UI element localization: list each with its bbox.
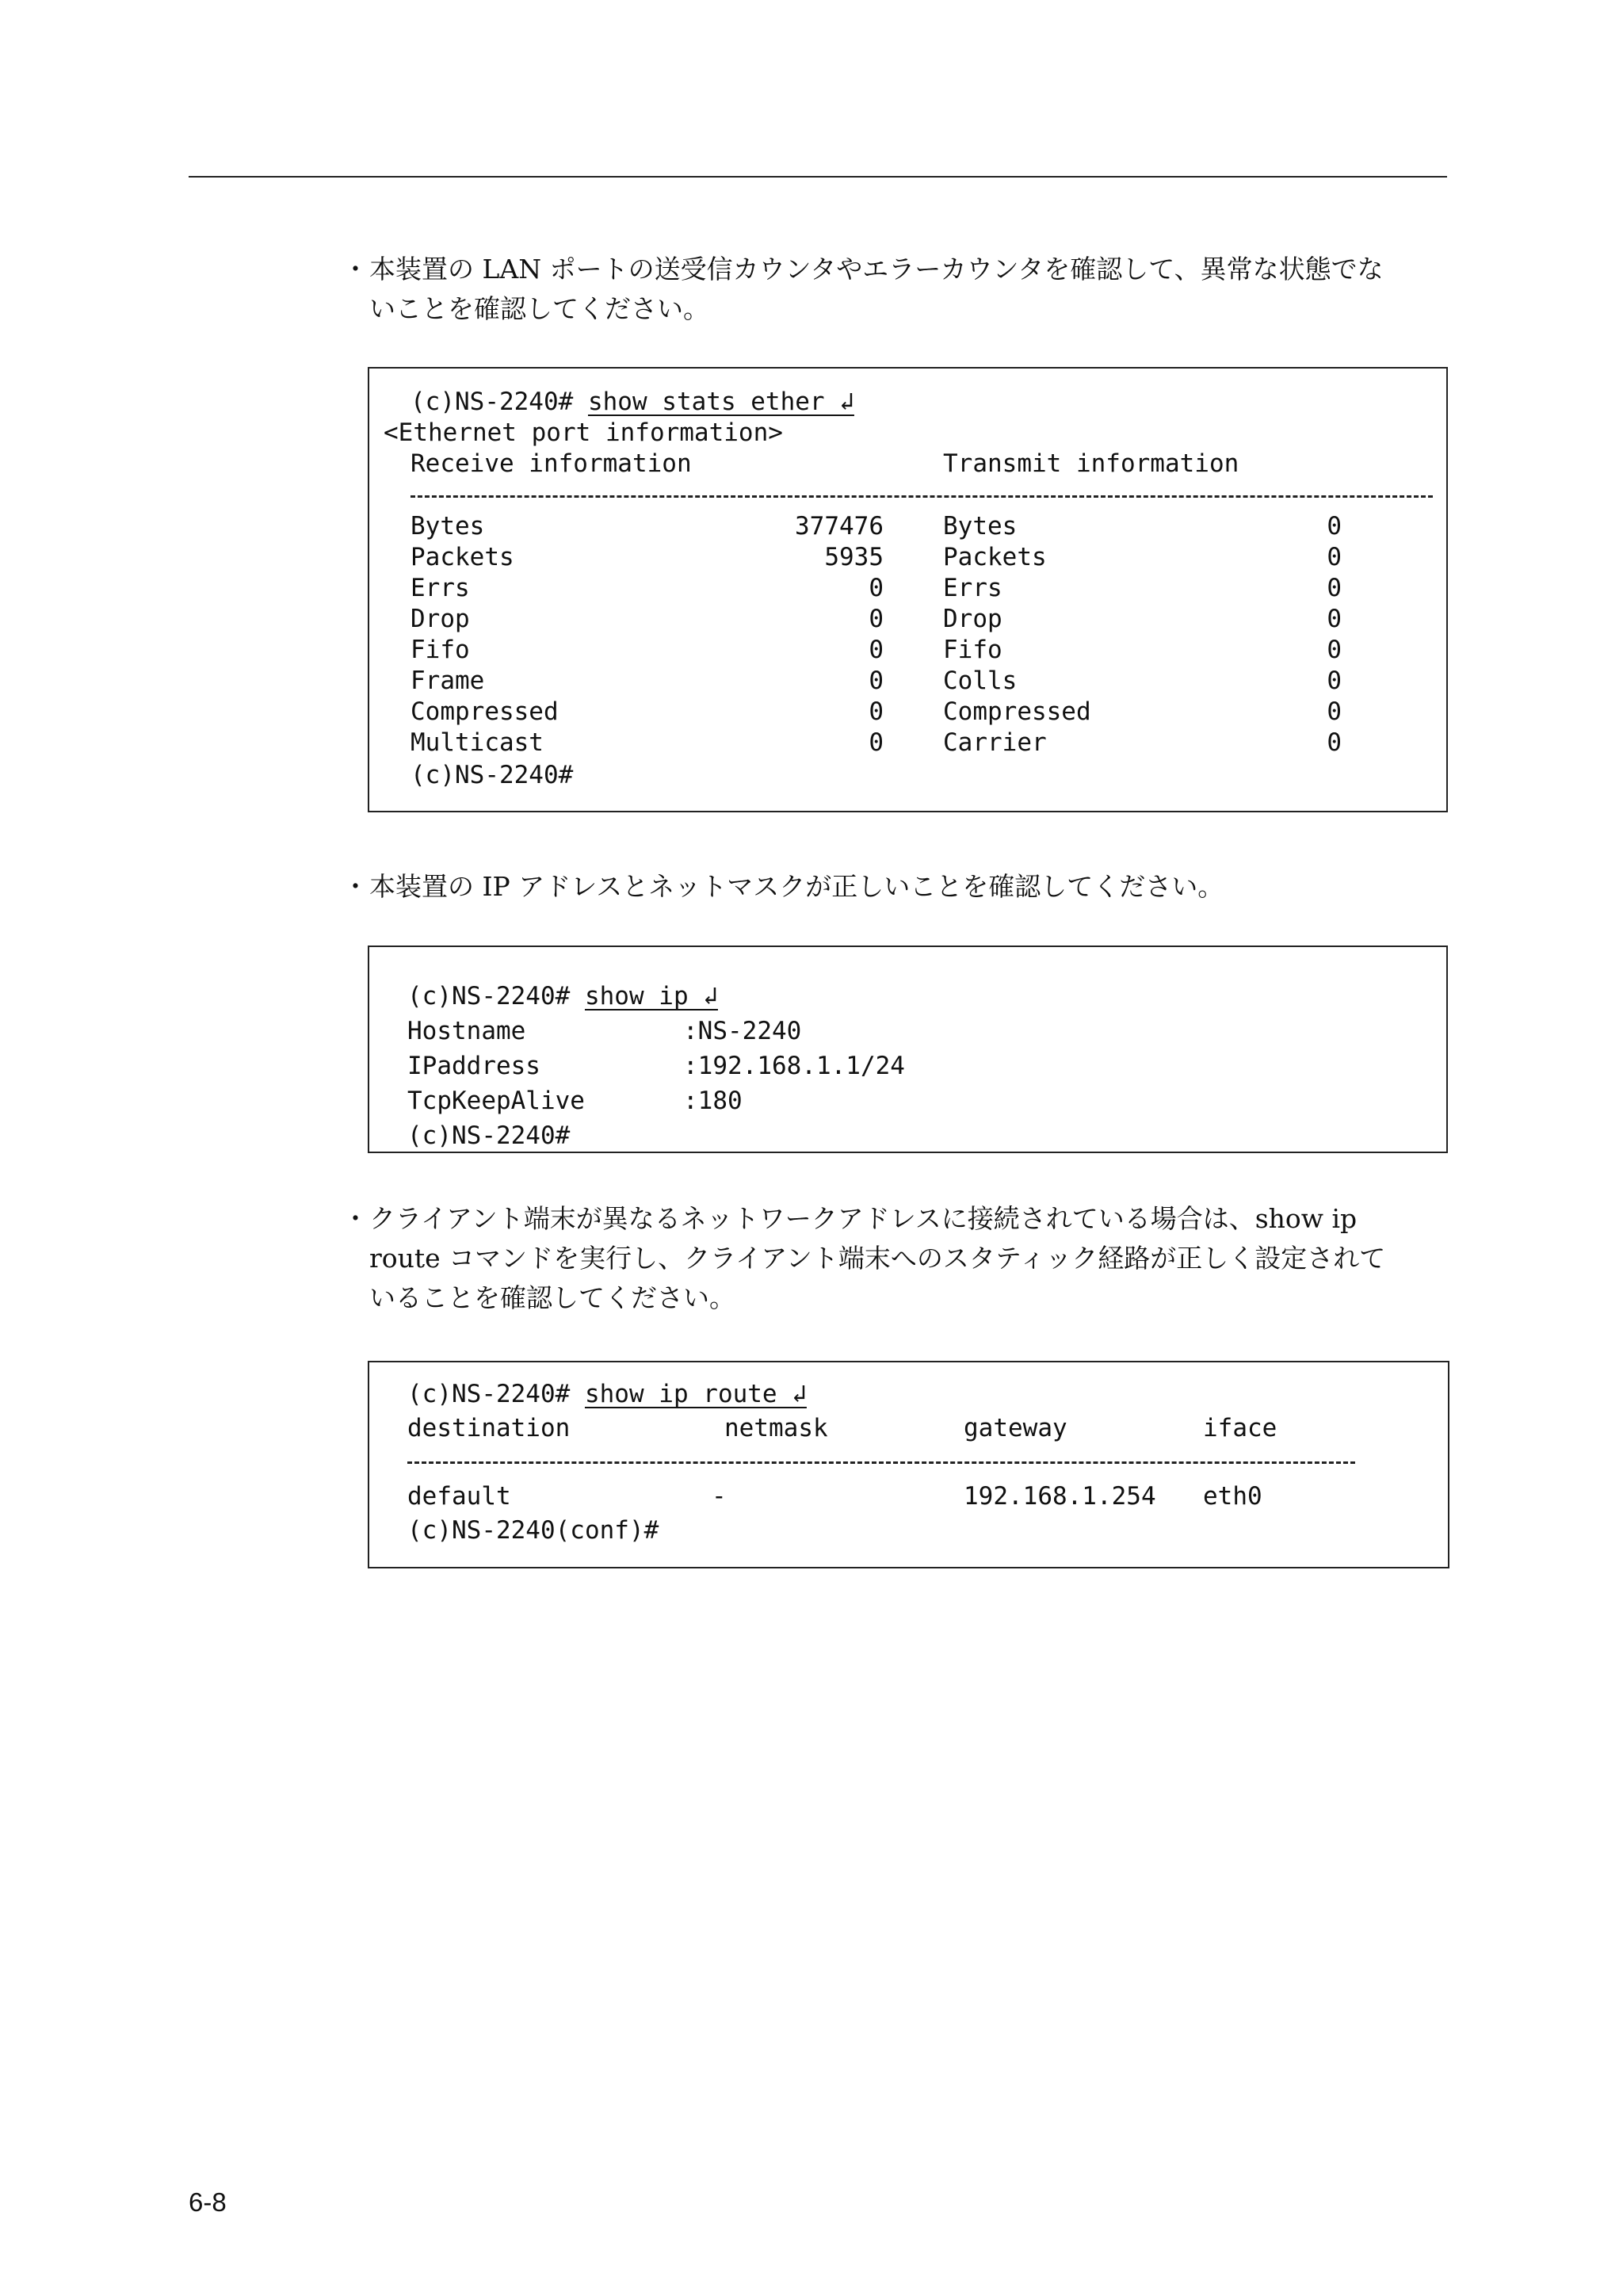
route-iface: eth0	[1203, 1482, 1262, 1511]
route-netmask: -	[712, 1482, 727, 1511]
rx-label: Packets	[411, 543, 514, 571]
tx-label: Packets	[943, 543, 1047, 571]
rx-label: Frame	[411, 667, 485, 695]
bullet-line: 本装置の LAN ポートの送受信カウンタやエラーカウンタを確認して、異常な状態でな	[369, 254, 1384, 285]
bullet-line: 本装置の IP アドレスとネットマスクが正しいことを確認してください。	[369, 871, 1224, 902]
command-text: show ip ↲	[584, 982, 718, 1010]
rx-value: 5935	[824, 543, 884, 571]
bullet-line: route コマンドを実行し、クライアント端末へのスタティック経路が正しく設定されて	[369, 1243, 1386, 1274]
info-key: TcpKeepAlive	[407, 1087, 585, 1115]
tx-value: 0	[1327, 667, 1342, 695]
tx-value: 0	[1327, 697, 1342, 726]
tx-label: Colls	[943, 667, 1018, 695]
terminal-show-ip-route	[368, 1361, 1449, 1568]
bullet-ip-address	[342, 867, 1452, 907]
section-title: <Ethernet port information>	[384, 418, 783, 447]
command-text: show stats ether ↲	[587, 388, 854, 416]
rx-value: 0	[869, 697, 884, 726]
terminal-show-ip	[368, 946, 1448, 1153]
route-header-destination: destination	[407, 1414, 571, 1442]
receive-header: Receive information	[411, 449, 692, 478]
tx-label: Errs	[943, 574, 1002, 602]
tx-value: 0	[1327, 543, 1342, 571]
rx-label: Multicast	[411, 728, 544, 757]
rx-label: Fifo	[411, 636, 470, 664]
transmit-header: Transmit information	[943, 449, 1239, 478]
bullet-ip-route	[342, 1199, 1452, 1318]
tx-label: Carrier	[943, 728, 1047, 757]
tx-value: 0	[1327, 728, 1342, 757]
terminal-show-stats-ether	[368, 367, 1448, 812]
bullet-lan-counters	[342, 250, 1452, 329]
rx-value: 0	[869, 636, 884, 664]
bullet-line: クライアント端末が異なるネットワークアドレスに接続されている場合は、show ip	[369, 1203, 1358, 1234]
route-header-netmask: netmask	[724, 1414, 828, 1442]
page-number: 6-8	[189, 2187, 227, 2217]
bullet-mark: ・	[342, 254, 369, 285]
end-prompt: (c)NS-2240(conf)#	[407, 1516, 659, 1545]
info-key: Hostname	[407, 1017, 526, 1045]
command-line	[411, 387, 854, 418]
separator	[411, 495, 1433, 498]
route-header-gateway: gateway	[964, 1414, 1067, 1442]
info-value: :NS-2240	[683, 1017, 802, 1045]
tx-value: 0	[1327, 574, 1342, 602]
prompt: (c)NS-2240#	[411, 388, 588, 416]
info-value: :180	[683, 1087, 743, 1115]
rx-label: Compressed	[411, 697, 559, 726]
bullet-mark: ・	[342, 1203, 369, 1234]
rx-value: 0	[869, 605, 884, 633]
command-line	[407, 1379, 807, 1410]
end-prompt: (c)NS-2240#	[411, 761, 574, 789]
rx-label: Drop	[411, 605, 470, 633]
route-header-iface: iface	[1203, 1414, 1277, 1442]
end-prompt: (c)NS-2240#	[407, 1121, 571, 1150]
rx-value: 0	[869, 667, 884, 695]
info-key: IPaddress	[407, 1052, 540, 1080]
tx-value: 0	[1327, 512, 1342, 541]
rx-value: 377476	[795, 512, 884, 541]
route-destination: default	[407, 1482, 511, 1511]
info-value: :192.168.1.1/24	[683, 1052, 905, 1080]
command-line	[407, 981, 718, 1012]
prompt: (c)NS-2240#	[407, 982, 585, 1010]
route-gateway: 192.168.1.254	[964, 1482, 1156, 1511]
tx-value: 0	[1327, 636, 1342, 664]
rx-label: Bytes	[411, 512, 485, 541]
header-rule	[189, 176, 1447, 178]
separator	[407, 1461, 1355, 1464]
prompt: (c)NS-2240#	[407, 1380, 585, 1408]
tx-label: Compressed	[943, 697, 1091, 726]
rx-label: Errs	[411, 574, 470, 602]
tx-label: Bytes	[943, 512, 1018, 541]
command-text: show ip route ↲	[584, 1380, 807, 1408]
bullet-line: いことを確認してください。	[369, 293, 709, 324]
tx-label: Fifo	[943, 636, 1002, 664]
tx-value: 0	[1327, 605, 1342, 633]
bullet-mark: ・	[342, 871, 369, 902]
rx-value: 0	[869, 574, 884, 602]
rx-value: 0	[869, 728, 884, 757]
bullet-line: いることを確認してください。	[369, 1282, 735, 1313]
tx-label: Drop	[943, 605, 1002, 633]
